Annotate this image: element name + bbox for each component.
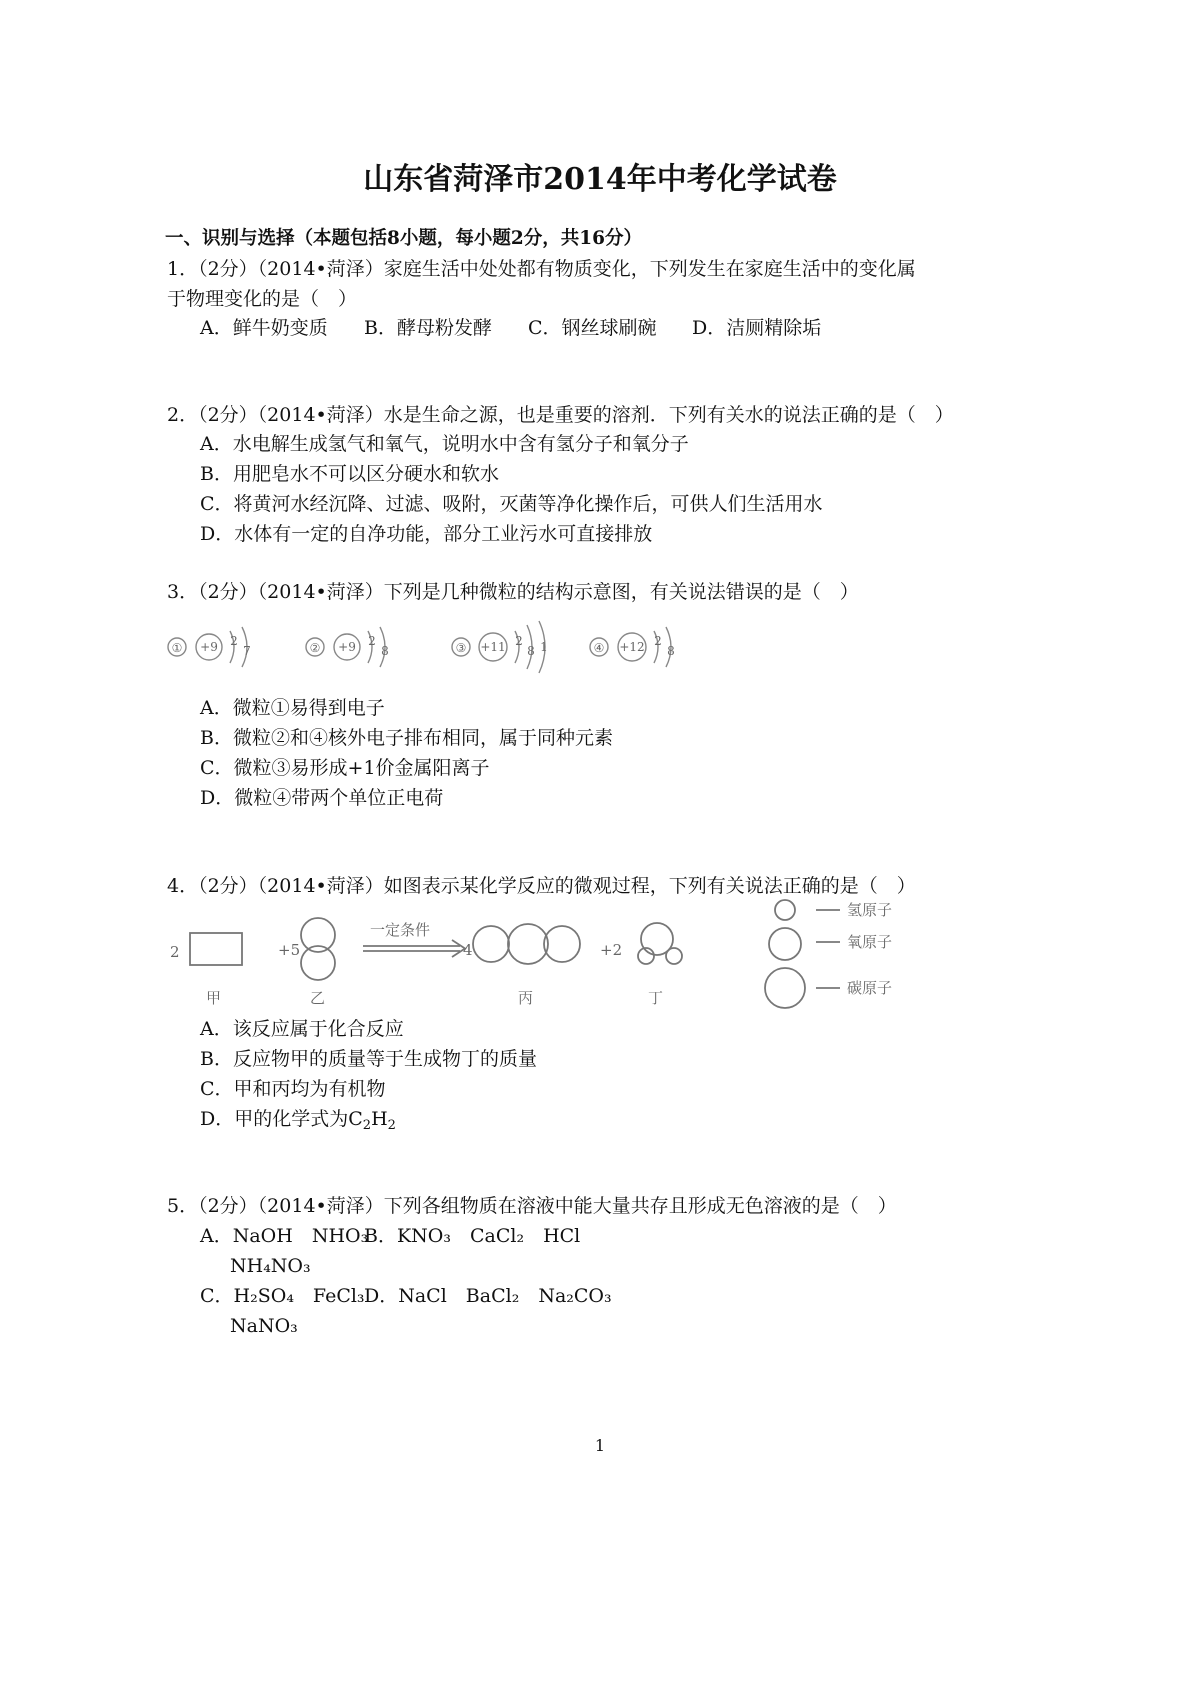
- name-ding: 丁: [648, 989, 664, 1007]
- particle-2-label: ②: [309, 641, 321, 655]
- q1-option-a: A．鲜牛奶变质: [200, 317, 328, 339]
- particle-3-label: ③: [455, 641, 467, 655]
- q2-option-c: C．将黄河水经沉降、过滤、吸附，灭菌等净化操作后，可供人们生活用水: [200, 493, 823, 515]
- q1-option-c: C．钢丝球刷碗: [528, 317, 657, 339]
- q3-option-b: B．微粒②和④核外电子排布相同，属于同种元素: [200, 727, 613, 749]
- q4-option-c: C．甲和丙均为有机物: [200, 1078, 386, 1100]
- particle-2-nucleus: +9: [338, 640, 356, 654]
- q1-option-d: D．洁厕精除垢: [692, 317, 822, 339]
- q2-option-d: D．水体有一定的自净功能，部分工业污水可直接排放: [200, 523, 653, 545]
- q3-option-a: A．微粒①易得到电子: [200, 697, 385, 719]
- name-bing: 丙: [518, 989, 534, 1007]
- page-number: 1: [594, 1436, 606, 1455]
- particle-4-shell-2: 8: [667, 644, 675, 658]
- atom-structure-diagrams: [160, 615, 720, 675]
- q4-option-b: B．反应物甲的质量等于生成物丁的质量: [200, 1048, 537, 1070]
- particle-1-shell-2: 7: [243, 644, 251, 658]
- q5-option-c: C．H₂SO₄ FeCl₃: [200, 1285, 365, 1307]
- legend-carbon: 碳原子: [847, 979, 893, 997]
- legend-oxygen: 氧原子: [847, 933, 893, 951]
- q4-option-d: D．甲的化学式为$C_2H_2$: [200, 1108, 396, 1133]
- particle-3-nucleus: +11: [480, 640, 506, 654]
- particle-4-nucleus: +12: [619, 640, 645, 654]
- q3-option-d: D．微粒④带两个单位正电荷: [200, 787, 444, 809]
- q3-stem: 3．（2分）（2014•菏泽）下列是几种微粒的结构示意图，有关说法错误的是（ ）: [167, 581, 859, 603]
- reaction-condition: 一定条件: [370, 921, 431, 939]
- q1-stem-line1: 1．（2分）（2014•菏泽）家庭生活中处处都有物质变化，下列发生在家庭生活中的变化属: [167, 258, 916, 280]
- q3-option-c: C．微粒③易形成+1价金属阳离子: [200, 757, 490, 779]
- coef-ding: +2: [600, 941, 623, 959]
- q5-stem: 5．（2分）（2014•菏泽）下列各组物质在溶液中能大量共存且形成无色溶液的是（ ）: [167, 1195, 897, 1217]
- coef-jia: 2: [170, 943, 180, 961]
- particle-3-shell-3: 1: [540, 640, 548, 654]
- coef-bing: 4: [463, 941, 473, 959]
- name-yi: 乙: [310, 989, 326, 1007]
- legend-hydrogen: 氢原子: [847, 901, 893, 919]
- q5-option-b-cont: NH₄NO₃: [230, 1255, 311, 1277]
- q5-option-d-cont: NaNO₃: [230, 1315, 298, 1337]
- q2-stem: 2．（2分）（2014•菏泽）水是生命之源，也是重要的溶剂．下列有关水的说法正确的是（ ）: [167, 404, 954, 426]
- particle-3-shell-2: 8: [527, 644, 535, 658]
- name-jia: 甲: [206, 989, 222, 1007]
- q2-option-a: A．水电解生成氢气和氧气，说明水中含有氢分子和氧分子: [200, 433, 689, 455]
- q1-option-b: B．酵母粉发酵: [364, 317, 492, 339]
- section-heading: 一、识别与选择（本题包括8小题，每小题2分，共16分）: [165, 228, 642, 249]
- q5-option-b: B．KNO₃ CaCl₂ HCl: [364, 1225, 581, 1247]
- q5-option-d: D．NaCl BaCl₂ Na₂CO₃: [364, 1285, 612, 1307]
- q1-stem-line2: 于物理变化的是（ ）: [167, 288, 358, 310]
- particle-4-shell-1: 2: [654, 634, 662, 648]
- particle-1-shell-1: 2: [230, 634, 238, 648]
- q4-stem: 4．（2分）（2014•菏泽）如图表示某化学反应的微观过程，下列有关说法正确的是（ ）: [167, 875, 916, 897]
- coef-yi: +5: [278, 941, 301, 959]
- particle-4-label: ④: [593, 641, 605, 655]
- particle-1-label: ①: [171, 641, 183, 655]
- particle-2-shell-1: 2: [368, 634, 376, 648]
- q5-option-a: A．NaOH NHO₃: [200, 1225, 369, 1247]
- particle-1-nucleus: +9: [200, 640, 218, 654]
- q4-option-a: A．该反应属于化合反应: [200, 1018, 404, 1040]
- particle-3-shell-1: 2: [515, 634, 523, 648]
- q2-option-b: B．用肥皂水不可以区分硬水和软水: [200, 463, 499, 485]
- reaction-diagram: [160, 895, 920, 1013]
- page-title: 山东省菏泽市2014年中考化学试卷: [363, 162, 837, 197]
- particle-2-shell-2: 8: [381, 644, 389, 658]
